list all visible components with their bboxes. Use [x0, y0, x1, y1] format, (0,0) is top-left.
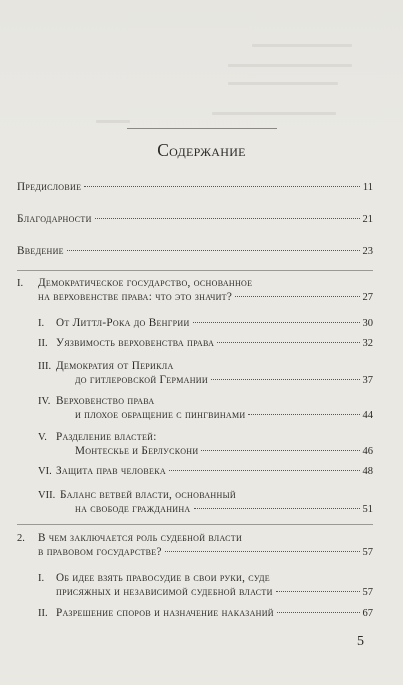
section-number: IV. — [38, 396, 51, 407]
section-number: VII. — [38, 490, 56, 501]
separator — [17, 524, 373, 525]
toc-entry-line1: Демократия от Перикла — [56, 360, 174, 372]
page-number: 37 — [362, 375, 373, 386]
toc-entry[interactable]: в правовом государстве? 57 — [38, 546, 373, 558]
section-number: V. — [38, 432, 47, 443]
toc-entry[interactable]: Уязвимость верховенства права 32 — [56, 337, 373, 349]
section-number: I. — [38, 573, 45, 584]
toc-entry[interactable]: Предисловие 11 — [17, 181, 373, 193]
toc-entry-line1: В чем заключается роль судебной власти — [38, 532, 243, 544]
toc-entry[interactable]: Введение 23 — [17, 245, 373, 257]
toc-entry[interactable]: От Литтл-Рока до Венгрии 30 — [56, 317, 373, 329]
page-number: 23 — [362, 246, 373, 257]
section-number: II. — [38, 608, 48, 619]
page-number: 57 — [362, 547, 373, 558]
page-number: 21 — [362, 214, 373, 225]
section-number: VI. — [38, 466, 52, 477]
toc-entry-line1: Демократическое государство, основанное — [38, 277, 253, 289]
toc-entry[interactable]: присяжных и независимой судебной власти 57 — [56, 586, 373, 598]
toc-entry-line1: Разделение властей: — [56, 431, 157, 443]
toc-entry[interactable]: Благодарности 21 — [17, 213, 373, 225]
page-number: 57 — [362, 587, 373, 598]
chapter-number: I. — [17, 278, 24, 289]
page-number: 48 — [362, 466, 373, 477]
chapter-number: 2. — [17, 533, 25, 544]
page-number: 44 — [362, 410, 373, 421]
page-number: 30 — [362, 318, 373, 329]
toc-entry[interactable]: Монтескье и Берлускони 46 — [75, 445, 373, 457]
folio-page-number: 5 — [357, 634, 364, 649]
separator — [17, 270, 373, 271]
page-number: 46 — [362, 446, 373, 457]
toc-entry[interactable]: до гитлеровской Германии 37 — [75, 374, 373, 386]
page-number: 67 — [362, 608, 373, 619]
page-number: 27 — [362, 292, 373, 303]
toc-entry[interactable]: на верховенстве права: что это значит? 27 — [38, 291, 373, 303]
toc-entry-line1: Баланс ветвей власти, основанный — [60, 489, 236, 501]
section-number: II. — [38, 338, 48, 349]
toc-entry[interactable]: на свободе гражданина 51 — [75, 503, 373, 515]
page-number: 32 — [362, 338, 373, 349]
section-number: III. — [38, 361, 52, 372]
toc-entry-line1: Об идее взять правосудие в свои руки, суде — [56, 572, 270, 584]
toc-entry[interactable]: и плохое обращение с пингвинами 44 — [75, 409, 373, 421]
toc-entry[interactable]: Защита прав человека 48 — [56, 465, 373, 477]
page-number: 51 — [362, 504, 373, 515]
page-title: Содержание — [157, 140, 246, 160]
toc-entry-line1: Верховенство права — [56, 395, 155, 407]
section-number: I. — [38, 318, 45, 329]
page-number: 11 — [362, 182, 373, 193]
toc-entry[interactable]: Разрешение споров и назначение наказаний 67 — [56, 607, 373, 619]
